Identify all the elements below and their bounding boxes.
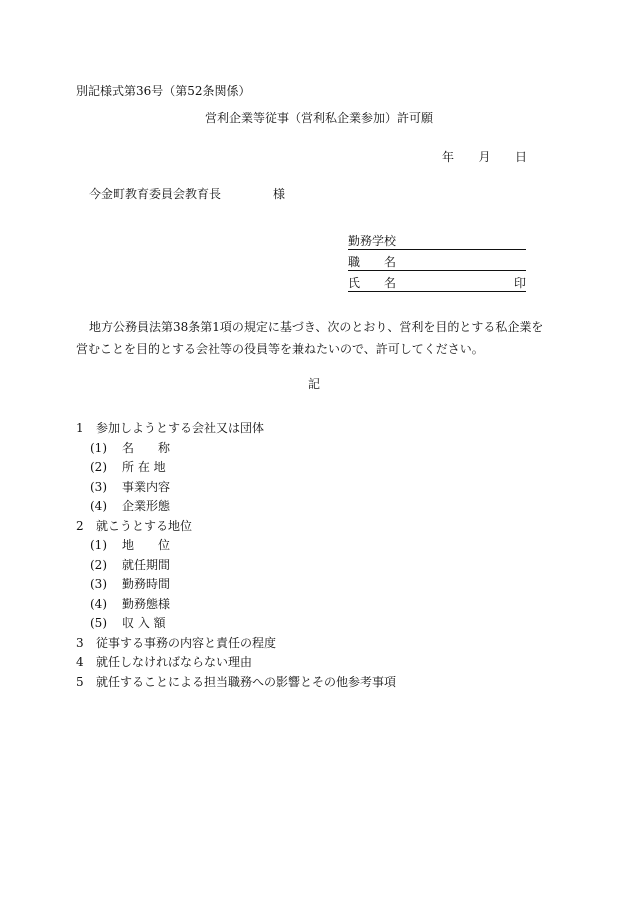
sub-item-number: (4) — [90, 499, 107, 513]
sub-item-label: 収 入 額 — [122, 616, 166, 630]
position-label: 職 名 — [348, 255, 397, 269]
sub-item-number: (1) — [90, 440, 107, 455]
ki-heading: 記 — [308, 377, 321, 391]
item-label: 就こうとする地位 — [96, 518, 193, 533]
sub-list-item — [76, 497, 396, 517]
sub-item-label: 就任期間 — [122, 557, 171, 572]
sub-item-label: 勤務時間 — [122, 577, 171, 591]
sub-item-number: (3) — [90, 577, 107, 591]
form-identifier: 別記様式第36号（第52条関係） — [76, 84, 251, 98]
item-number: 3 — [76, 635, 84, 650]
sub-item-label: 名 称 — [122, 440, 171, 455]
date-line — [442, 149, 527, 165]
date-day-label: 日 — [514, 150, 527, 164]
item-list — [76, 419, 396, 692]
list-item — [76, 517, 396, 537]
item-label: 参加しようとする会社又は団体 — [96, 421, 265, 435]
addressee-honorific: 様 — [273, 187, 286, 201]
list-item — [76, 634, 396, 654]
sub-list-item — [76, 439, 396, 459]
sub-item-label: 所 在 地 — [122, 460, 166, 474]
sub-item-number: (4) — [90, 596, 107, 611]
sub-item-label: 事業内容 — [122, 479, 171, 494]
school-field[interactable] — [348, 233, 526, 250]
sub-list-item — [76, 458, 396, 478]
name-field[interactable] — [348, 275, 526, 292]
seal-mark: 印 — [513, 276, 526, 290]
sub-list-item — [76, 614, 396, 634]
sub-item-label: 地 位 — [122, 538, 171, 552]
document-title: 営利企業等従事（営利私企業参加）許可願 — [205, 111, 434, 125]
name-label: 氏 名 — [348, 276, 397, 290]
addressee-line — [89, 186, 285, 202]
sub-item-number: (1) — [90, 538, 107, 552]
item-label: 従事する事務の内容と責任の程度 — [96, 635, 277, 650]
date-year-label: 年 — [442, 150, 455, 164]
sub-list-item — [76, 556, 396, 576]
sub-item-number: (2) — [90, 460, 107, 474]
sub-list-item — [76, 595, 396, 615]
item-label: 就任することによる担当職務への影響とその他参考事項 — [96, 674, 397, 689]
item-label: 就任しなければならない理由 — [96, 655, 253, 669]
sub-item-number: (2) — [90, 557, 107, 572]
item-number: 1 — [76, 421, 84, 435]
list-item — [76, 419, 396, 439]
date-month-label: 月 — [478, 150, 491, 164]
sub-item-label: 企業形態 — [122, 499, 171, 513]
request-paragraph: 地方公務員法第38条第1項の規定に基づき、次のとおり、営利を目的とする私企業を営むことを目的とする会社等の役員等を兼ねたいので、許可してください。 — [76, 320, 544, 356]
sub-item-number: (3) — [90, 479, 107, 494]
list-item — [76, 673, 396, 693]
sub-item-label: 勤務態様 — [122, 596, 171, 611]
sub-list-item — [76, 536, 396, 556]
sub-list-item — [76, 478, 396, 498]
sub-list-item — [76, 575, 396, 595]
item-number: 2 — [76, 518, 84, 533]
school-label: 勤務学校 — [348, 234, 397, 248]
position-field[interactable] — [348, 254, 526, 271]
sub-item-number: (5) — [90, 616, 107, 630]
addressee-name: 今金町教育委員会教育長 — [89, 187, 222, 201]
list-item — [76, 653, 396, 673]
item-number: 5 — [76, 674, 84, 689]
item-number: 4 — [76, 655, 84, 669]
